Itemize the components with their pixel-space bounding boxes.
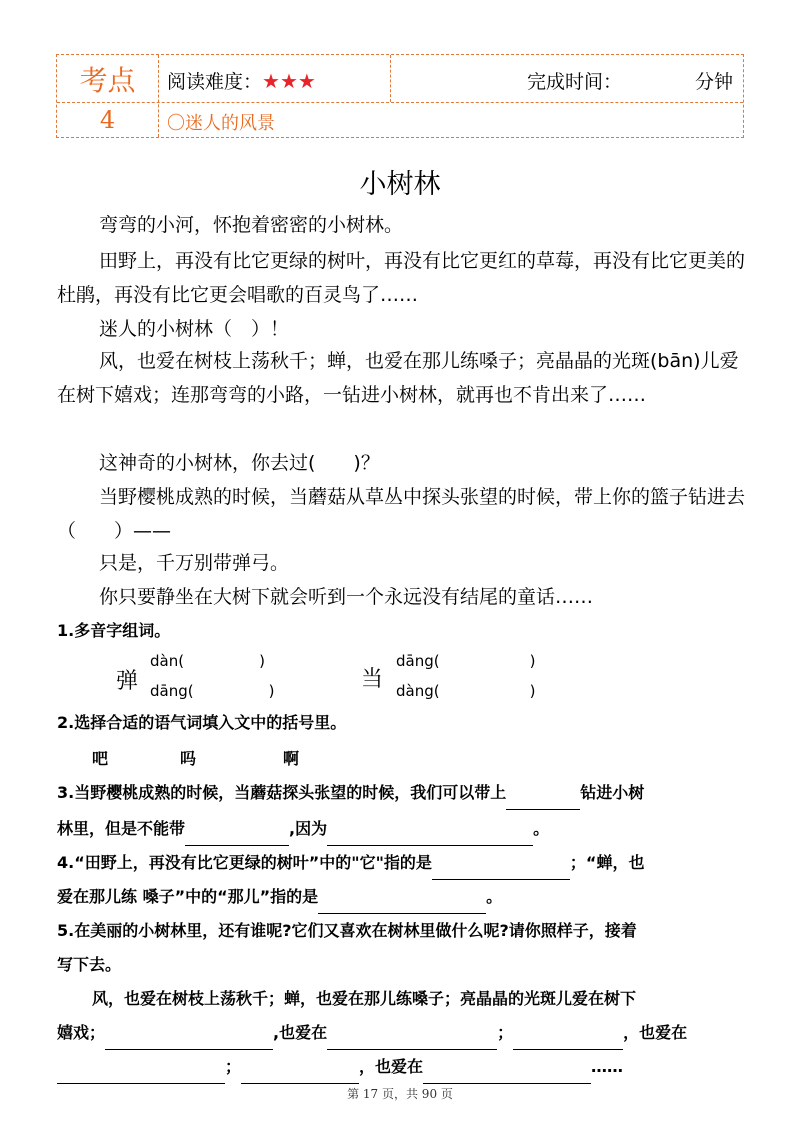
- q4-text: 爱在那儿练 嗓子”中的“那儿”指的是: [57, 887, 319, 906]
- answer-blank[interactable]: [423, 1061, 591, 1084]
- time-label: 完成时间：: [527, 71, 623, 93]
- passage-paragraph: 这神奇的小树林，你去过( )？: [99, 452, 380, 474]
- answer-blank[interactable]: [432, 857, 570, 880]
- passage-paragraph: 当野樱桃成熟的时候，当蘑菇从草丛中探头张望的时候，带上你的篮子钻进去（ ）——: [57, 486, 746, 542]
- header-box: [56, 54, 744, 138]
- passage-paragraph: 迷人的小树林（ ）！: [99, 318, 290, 340]
- answer-blank[interactable]: [513, 1027, 623, 1050]
- q3-text: ,因为: [289, 819, 328, 838]
- difficulty: [167, 67, 316, 94]
- q5-text: ；: [225, 1057, 242, 1076]
- topic: 〇迷人的风景: [167, 113, 275, 134]
- q5-text: ,也爱在: [273, 1023, 328, 1042]
- question-2: 2.选择合适的语气词填入文中的括号里。: [57, 713, 347, 732]
- passage-title: 小树林: [359, 169, 441, 200]
- q5-example: 风，也爱在树枝上荡秋千；蝉，也爱在那儿练嗓子；亮晶晶的光斑儿爱在树下: [92, 989, 637, 1008]
- header-divider: [158, 55, 159, 137]
- q5-text: ，也爱在: [359, 1057, 424, 1076]
- q4-text: 4.“田野上，再没有比它更绿的树叶”中的"它"指的是: [57, 853, 432, 872]
- q5-text: ……: [591, 1057, 624, 1076]
- pinyin-blank[interactable]: dāng( ): [396, 652, 536, 670]
- passage-paragraph: 田野上，再没有比它更绿的树叶，再没有比它更红的草莓，再没有比它更美的杜鹃，再没有比它更会唱歌的百灵鸟了……: [57, 250, 746, 306]
- pinyin-blank[interactable]: dāng( ): [150, 682, 275, 700]
- question-5: 5.在美丽的小树林里，还有谁呢?它们又喜欢在树林里做什么呢?请你照样子，接着: [57, 921, 637, 940]
- polyphone-char: 当: [361, 667, 384, 692]
- q5-text: ，也爱在: [623, 1023, 688, 1042]
- question-4: [57, 846, 757, 880]
- q3-text: 林里，但是不能带: [57, 819, 186, 838]
- question-5-line-2: 写下去。: [57, 955, 122, 974]
- question-1: 1.多音字组词。: [57, 621, 171, 640]
- time-unit: 分钟: [694, 71, 733, 93]
- answer-blank[interactable]: [185, 823, 289, 846]
- q5-answer-line: [57, 1016, 757, 1050]
- answer-blank[interactable]: [105, 1027, 273, 1050]
- q3-text: 。: [533, 819, 550, 838]
- header-divider: [390, 55, 391, 102]
- answer-blank[interactable]: [327, 1027, 497, 1050]
- q4-text: ；“蝉，也: [569, 853, 645, 872]
- q3-text: 钻进小树: [580, 783, 645, 802]
- answer-blank[interactable]: [506, 787, 580, 810]
- question-3-line-2: [57, 812, 757, 846]
- q5-text: ；: [497, 1023, 514, 1042]
- kaodian-number: 4: [99, 106, 116, 134]
- option-item: 吗: [180, 749, 197, 768]
- passage-paragraph: 弯弯的小河，怀抱着密密的小树林。: [99, 214, 404, 236]
- q5-answer-line: [57, 1050, 757, 1084]
- q5-text: 嬉戏；: [57, 1023, 106, 1042]
- answer-blank[interactable]: [318, 891, 486, 914]
- q4-text: 。: [486, 887, 503, 906]
- pinyin-blank[interactable]: dàng( ): [396, 682, 536, 700]
- option-item: 吧: [92, 749, 109, 768]
- kaodian-label: 考点: [79, 64, 136, 97]
- passage-paragraph: 你只要静坐在大树下就会听到一个永远没有结尾的童话……: [99, 586, 594, 608]
- pinyin-blank[interactable]: dàn( ): [150, 652, 265, 670]
- page-footer: 第 17 页，共 90 页: [347, 1087, 453, 1101]
- polyphone-char: 弹: [116, 669, 139, 694]
- answer-blank[interactable]: [57, 1061, 225, 1084]
- question-4-line-2: [57, 880, 757, 914]
- header-row-1: [57, 55, 743, 103]
- answer-blank[interactable]: [327, 823, 533, 846]
- answer-blank[interactable]: [241, 1061, 359, 1084]
- q3-text: 3.当野樱桃成熟的时候，当蘑菇探头张望的时候，我们可以带上: [57, 783, 507, 802]
- question-3: [57, 776, 757, 810]
- difficulty-stars: ★★★: [262, 69, 316, 93]
- passage-paragraph: 风，也爱在树枝上荡秋千；蝉，也爱在那儿练嗓子；亮晶晶的光斑(bān)儿爱在树下嬉戏；连那弯弯的小路，一钻进小树林，就再也不肯出来了……: [57, 350, 739, 406]
- option-item: 啊: [283, 749, 300, 768]
- passage-paragraph: 只是，千万别带弹弓。: [99, 552, 290, 574]
- difficulty-label: 阅读难度：: [167, 71, 263, 93]
